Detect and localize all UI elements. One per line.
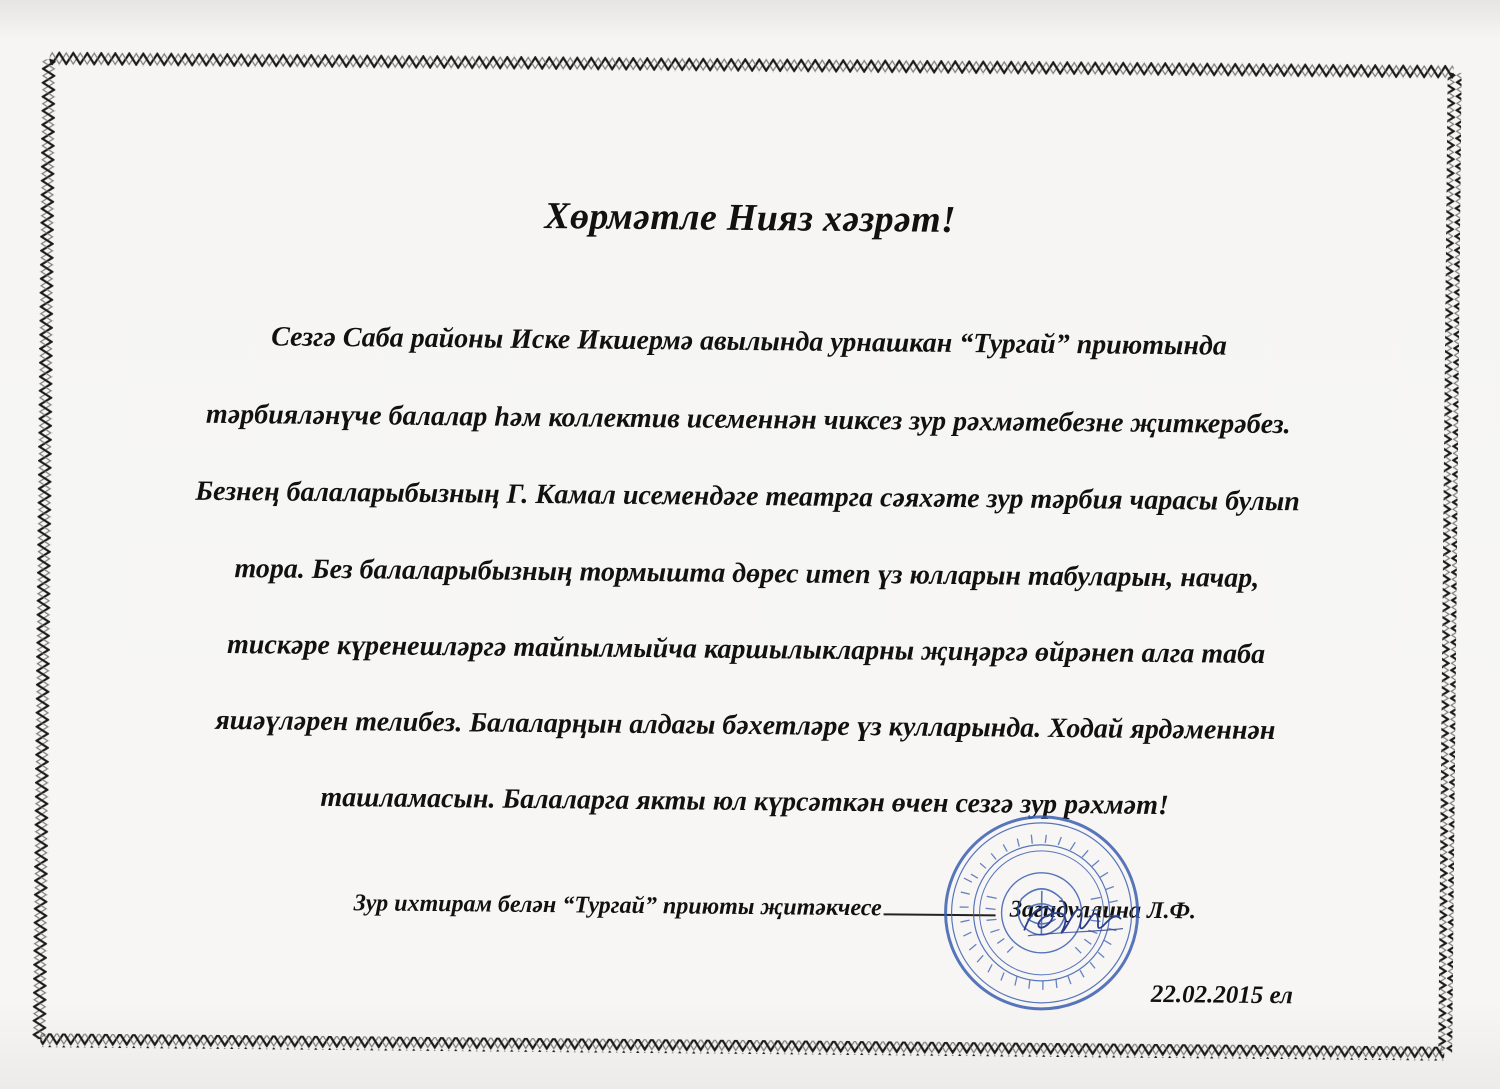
letter-content [32,51,1461,1061]
signature-text: Зур ихтирам белән “Тургай” приюты җитәкчесе [353,890,882,922]
handwritten-signature [1018,896,1128,947]
body-line-6: яшәүләрен телибез. Балаларңын алдагы бәхетләре үз кулларында. Ходай ярдәменнән [215,704,1276,747]
body-line-7: ташламасын. Балаларга якты юл күрсәткән өчен сезгә зур рәхмәт! [320,781,1169,822]
body-line-2: тәрбияләнүче балалар һәм коллектив исеменнән чиксез зур рәхмәтебезне җиткерәбез. [205,398,1291,441]
letter-title: Хөрмәтле Нияз хәзрәт! [544,195,957,241]
body-line-5: тискәре күренешләргә тайпылмыйча каршылыкларны җиңәргә өйрәнеп алга таба [226,629,1266,670]
letter-date: 22.02.2015 ел [1150,980,1293,1010]
certificate-frame [32,51,1461,1061]
body-line-3: Безнең балаларыбызның Г. Камал исемендәге театрга сәяхәте зур тәрбия чарасы булып [195,475,1300,518]
body-line-1: Сезгә Саба районы Иске Икшермә авылында урнашкан “Тургай” приютында [271,321,1228,362]
body-line-4: тора. Без балаларыбызның тормышта дөрес итеп үз юлларын табуларын, начар, [234,553,1260,594]
signatory-name: Загидуллина Л.Ф. [1009,896,1197,925]
